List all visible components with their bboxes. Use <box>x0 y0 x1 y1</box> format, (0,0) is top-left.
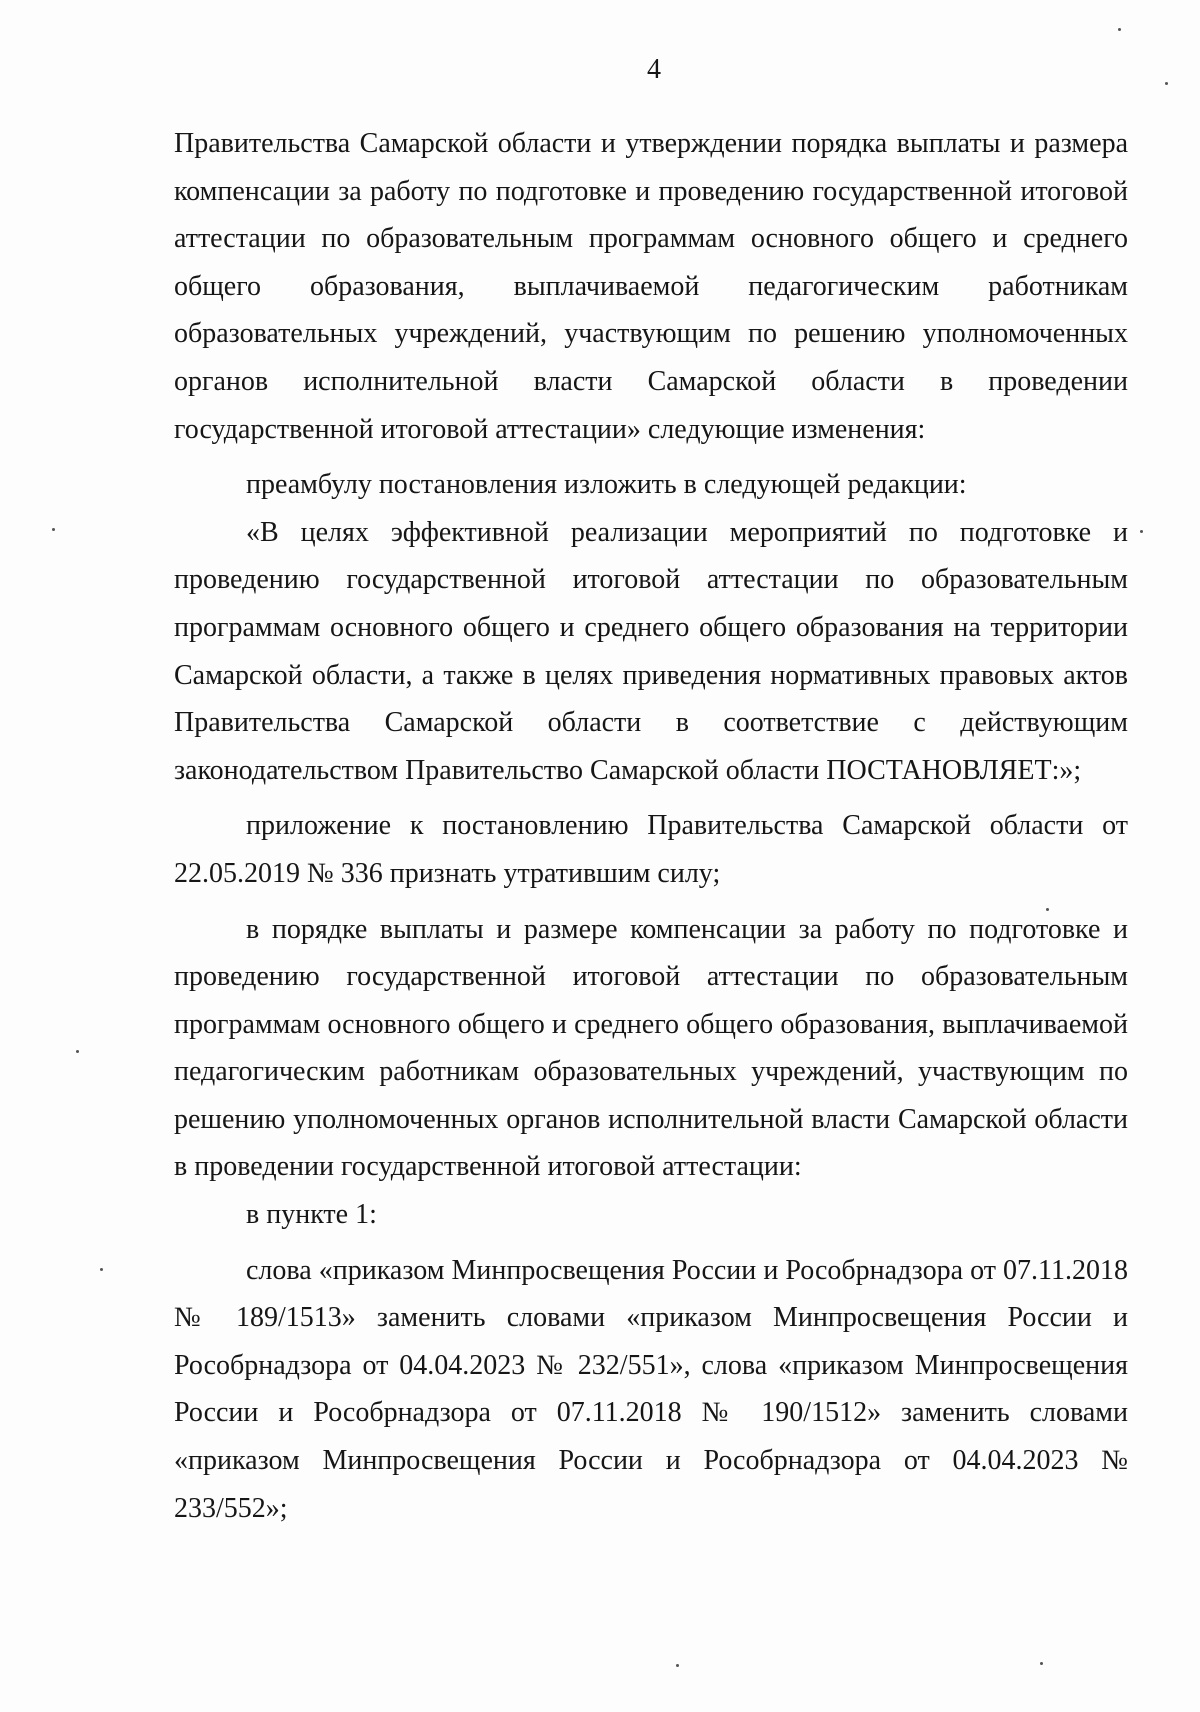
paragraph-procedure-changes: в порядке выплаты и размере компенсации за работу по подготовке и проведению государственной итоговой аттестации по образовательным программам основного общего и среднего общего образования, выплачиваемой педагогическим работникам образовательных учреждений, участвующим по решению уполномоченных органов исполнительной власти Самарской области в проведении государственной итоговой аттестации: <box>174 913 1128 1183</box>
scan-speck <box>1140 530 1143 533</box>
scan-speck <box>76 1050 79 1053</box>
scan-speck <box>1040 1662 1043 1665</box>
paragraph-preamble-text: «В целях эффективной реализации мероприятий по подготовке и проведению государственной итоговой аттестации по образовательным программам основного общего и среднего общего образования на территории Самарской области, а также в целях приведения нормативных правовых актов Правительства Самарской области в соответствие с действующим законодательством Правительство Самарской области ПОСТАНОВЛЯЕТ:»; <box>174 516 1128 786</box>
scan-speck <box>100 1268 103 1271</box>
scan-speck <box>1165 82 1168 85</box>
document-body <box>174 120 1128 1532</box>
scan-speck <box>676 1664 679 1667</box>
paragraph-point-1: в пункте 1: <box>246 1199 377 1231</box>
page-number: 4 <box>647 54 661 85</box>
paragraph-annex-void: приложение к постановлению Правительства Самарской области от 22.05.2019 № 336 признать утратившим силу; <box>174 810 1128 889</box>
scan-speck <box>52 528 55 531</box>
paragraph-replace-words: слова «приказом Минпросвещения России и Рособрнадзора от 07.11.2018 № 189/1513» заменить словами «приказом Минпросвещения России и Рособрнадзора от 04.04.2023 № 232/551», слова «приказом Минпросвещения России и Рособрнадзора от 07.11.2018 № 190/1512» заменить словами «приказом Минпросвещения России и Рособрнадзора от 04.04.2023 № 233/552»; <box>174 1254 1128 1524</box>
scan-speck <box>1046 908 1049 911</box>
paragraph-continuation: Правительства Самарской области и утверждении порядка выплаты и размера компенсации за работу по подготовке и проведению государственной итоговой аттестации по образовательным программам основного общего и среднего общего образования, выплачиваемой педагогическим работникам образовательных учреждений, участвующим по решению уполномоченных органов исполнительной власти Самарской области в проведении государственной итоговой аттестации» следующие изменения: <box>174 128 1128 445</box>
scan-speck <box>1118 28 1121 31</box>
paragraph-preamble-instruction: преамбулу постановления изложить в следующей редакции: <box>246 469 967 501</box>
